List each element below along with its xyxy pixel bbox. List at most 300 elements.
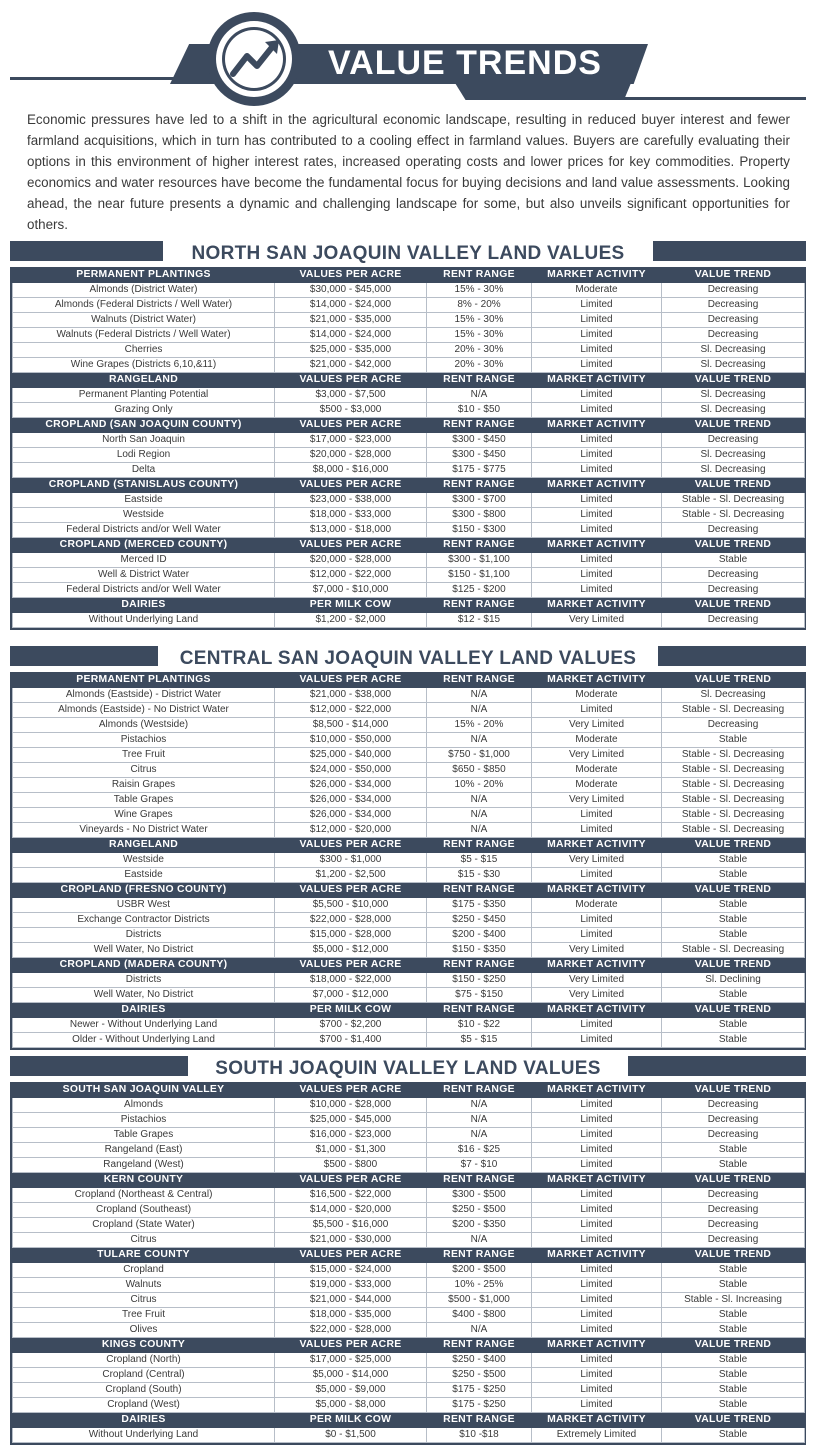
table-cell: $15,000 - $24,000	[275, 1263, 427, 1278]
table-cell: Limited	[532, 508, 662, 523]
column-header: VALUE TREND	[662, 838, 805, 853]
table-cell: Almonds (Eastside) - District Water	[13, 688, 275, 703]
table-cell: Stable - Sl. Decreasing	[662, 943, 805, 958]
table-group-header	[13, 268, 805, 283]
column-header: MARKET ACTIVITY	[532, 838, 662, 853]
table-cell: $5,500 - $10,000	[275, 898, 427, 913]
table-cell: Decreasing	[662, 283, 805, 298]
column-header: VALUES PER ACRE	[275, 1248, 427, 1263]
section-title: NORTH SAN JOAQUIN VALLEY LAND VALUES	[191, 243, 625, 264]
column-header: VALUES PER ACRE	[275, 538, 427, 553]
table-row	[13, 718, 805, 733]
table-cell: Moderate	[532, 898, 662, 913]
table-cell: Cropland (South)	[13, 1383, 275, 1398]
column-header: PERMANENT PLANTINGS	[13, 268, 275, 283]
table-cell: $300 - $800	[427, 508, 532, 523]
table-group-header	[13, 598, 805, 613]
table-cell: $650 - $850	[427, 763, 532, 778]
table-row	[13, 1368, 805, 1383]
table-cell: $175 - $350	[427, 898, 532, 913]
table-cell: Stable	[662, 1263, 805, 1278]
table-cell: $5,500 - $16,000	[275, 1218, 427, 1233]
table-cell: Decreasing	[662, 433, 805, 448]
table-row	[13, 793, 805, 808]
column-header: MARKET ACTIVITY	[532, 268, 662, 283]
table-cell: Limited	[532, 433, 662, 448]
table-row	[13, 448, 805, 463]
table-cell: $150 - $350	[427, 943, 532, 958]
table-cell: Sl. Decreasing	[662, 463, 805, 478]
table-cell: $300 - $1,000	[275, 853, 427, 868]
table-cell: $7,000 - $12,000	[275, 988, 427, 1003]
column-header: VALUES PER ACRE	[275, 1173, 427, 1188]
column-header: VALUE TREND	[662, 373, 805, 388]
table-row	[13, 973, 805, 988]
column-header: RENT RANGE	[427, 673, 532, 688]
table-cell: Cropland	[13, 1263, 275, 1278]
table-cell: Westside	[13, 853, 275, 868]
table-cell: $300 - $500	[427, 1188, 532, 1203]
table-cell: Tree Fruit	[13, 748, 275, 763]
table-cell: $500 - $1,000	[427, 1293, 532, 1308]
table-cell: Limited	[532, 913, 662, 928]
table-cell: Wine Grapes	[13, 808, 275, 823]
table-cell: Limited	[532, 448, 662, 463]
table-cell: Limited	[532, 1188, 662, 1203]
table-cell: $200 - $400	[427, 928, 532, 943]
table-cell: Stable	[662, 988, 805, 1003]
table-row	[13, 1383, 805, 1398]
table-cell: $5 - $15	[427, 1033, 532, 1048]
table-cell: $500 - $3,000	[275, 403, 427, 418]
table-cell: $175 - $775	[427, 463, 532, 478]
table-cell: $150 - $250	[427, 973, 532, 988]
table-cell: Sl. Decreasing	[662, 403, 805, 418]
table-cell: Well Water, No District	[13, 943, 275, 958]
table-cell: Sl. Decreasing	[662, 358, 805, 373]
table-cell: Limited	[532, 583, 662, 598]
column-header: VALUE TREND	[662, 1003, 805, 1018]
table-cell: Limited	[532, 343, 662, 358]
table-cell: Moderate	[532, 733, 662, 748]
column-header: RENT RANGE	[427, 838, 532, 853]
column-header: PER MILK COW	[275, 598, 427, 613]
table-cell: Sl. Decreasing	[662, 688, 805, 703]
table-group-header	[13, 673, 805, 688]
table-cell: Newer - Without Underlying Land	[13, 1018, 275, 1033]
table-cell: Limited	[532, 1143, 662, 1158]
table-cell: $250 - $500	[427, 1203, 532, 1218]
table-cell: $15,000 - $28,000	[275, 928, 427, 943]
table-cell: Very Limited	[532, 718, 662, 733]
table-cell: Limited	[532, 1233, 662, 1248]
table-cell: $14,000 - $20,000	[275, 1203, 427, 1218]
table-cell: Stable	[662, 1398, 805, 1413]
table-row	[13, 553, 805, 568]
table-cell: Eastside	[13, 868, 275, 883]
table-row	[13, 388, 805, 403]
column-header: MARKET ACTIVITY	[532, 538, 662, 553]
table-row	[13, 508, 805, 523]
table-cell: $24,000 - $50,000	[275, 763, 427, 778]
table-cell: Very Limited	[532, 973, 662, 988]
table-row	[13, 1308, 805, 1323]
table-cell: N/A	[427, 1098, 532, 1113]
table-cell: N/A	[427, 688, 532, 703]
table-row	[13, 988, 805, 1003]
table-row	[13, 463, 805, 478]
table-cell: $26,000 - $34,000	[275, 778, 427, 793]
table-cell: $10,000 - $28,000	[275, 1098, 427, 1113]
table-cell: Without Underlying Land	[13, 613, 275, 628]
table-row	[13, 1263, 805, 1278]
table-cell: Walnuts	[13, 1278, 275, 1293]
section-title: CENTRAL SAN JOAQUIN VALLEY LAND VALUES	[179, 648, 637, 669]
table-cell: Stable - Sl. Decreasing	[662, 508, 805, 523]
table-cell: Decreasing	[662, 1188, 805, 1203]
table-cell: Limited	[532, 1128, 662, 1143]
table-row	[13, 1143, 805, 1158]
table-cell: $10 - $50	[427, 403, 532, 418]
table-cell: Permanent Planting Potential	[13, 388, 275, 403]
table-group-header	[13, 373, 805, 388]
table-cell: Limited	[532, 1113, 662, 1128]
table-cell: $12,000 - $22,000	[275, 703, 427, 718]
table-cell: $5,000 - $8,000	[275, 1398, 427, 1413]
table-row	[13, 358, 805, 373]
table-cell: Vineyards - No District Water	[13, 823, 275, 838]
table-cell: Raisin Grapes	[13, 778, 275, 793]
table-cell: Stable	[662, 1383, 805, 1398]
table-cell: Limited	[532, 553, 662, 568]
table-cell: Limited	[532, 388, 662, 403]
table-cell: Table Grapes	[13, 793, 275, 808]
table-group-header	[13, 538, 805, 553]
table-row	[13, 328, 805, 343]
table-cell: Limited	[532, 1033, 662, 1048]
column-header: RENT RANGE	[427, 958, 532, 973]
table-cell: Stable	[662, 1278, 805, 1293]
section-title-bar	[10, 241, 806, 267]
column-header: VALUES PER ACRE	[275, 1083, 427, 1098]
table-cell: $75 - $150	[427, 988, 532, 1003]
table-row	[13, 1098, 805, 1113]
land-values-table-box	[10, 672, 806, 1050]
column-header: KERN COUNTY	[13, 1173, 275, 1188]
table-cell: Limited	[532, 1263, 662, 1278]
table-cell: Limited	[532, 1398, 662, 1413]
table-cell: Cropland (State Water)	[13, 1218, 275, 1233]
table-cell: Rangeland (West)	[13, 1158, 275, 1173]
column-header: VALUES PER ACRE	[275, 838, 427, 853]
column-header: RENT RANGE	[427, 373, 532, 388]
table-cell: N/A	[427, 793, 532, 808]
table-cell: North San Joaquin	[13, 433, 275, 448]
column-header: MARKET ACTIVITY	[532, 673, 662, 688]
table-cell: Walnuts (Federal Districts / Well Water)	[13, 328, 275, 343]
table-cell: $3,000 - $7,500	[275, 388, 427, 403]
table-cell: N/A	[427, 1113, 532, 1128]
table-cell: Stable - Sl. Increasing	[662, 1293, 805, 1308]
table-cell: Cropland (Central)	[13, 1368, 275, 1383]
column-header: VALUES PER ACRE	[275, 418, 427, 433]
table-cell: Limited	[532, 1368, 662, 1383]
table-cell: Very Limited	[532, 748, 662, 763]
page-title: VALUE TRENDS	[328, 44, 602, 82]
table-cell: Very Limited	[532, 988, 662, 1003]
table-cell: Decreasing	[662, 1128, 805, 1143]
table-row	[13, 748, 805, 763]
table-group-header	[13, 1338, 805, 1353]
table-row	[13, 583, 805, 598]
table-cell: $19,000 - $33,000	[275, 1278, 427, 1293]
table-cell: N/A	[427, 1323, 532, 1338]
column-header: VALUES PER ACRE	[275, 373, 427, 388]
section-3	[10, 1056, 806, 1445]
header-rule-right	[610, 97, 806, 100]
table-cell: $5,000 - $14,000	[275, 1368, 427, 1383]
table-cell: Very Limited	[532, 853, 662, 868]
table-row	[13, 403, 805, 418]
table-cell: Stable	[662, 553, 805, 568]
table-group-header	[13, 838, 805, 853]
table-cell: $23,000 - $38,000	[275, 493, 427, 508]
column-header: MARKET ACTIVITY	[532, 1413, 662, 1428]
table-cell: $20,000 - $28,000	[275, 448, 427, 463]
table-cell: Cropland (Southeast)	[13, 1203, 275, 1218]
table-row	[13, 1293, 805, 1308]
table-row	[13, 1428, 805, 1443]
table-cell: Stable	[662, 1323, 805, 1338]
column-header: CROPLAND (FRESNO COUNTY)	[13, 883, 275, 898]
table-row	[13, 733, 805, 748]
column-header: VALUE TREND	[662, 1248, 805, 1263]
table-cell: Federal Districts and/or Well Water	[13, 523, 275, 538]
table-cell: $400 - $800	[427, 1308, 532, 1323]
table-cell: Limited	[532, 568, 662, 583]
table-cell: Cropland (West)	[13, 1398, 275, 1413]
table-row	[13, 1203, 805, 1218]
table-row	[13, 808, 805, 823]
table-row	[13, 1278, 805, 1293]
table-cell: Without Underlying Land	[13, 1428, 275, 1443]
table-cell: N/A	[427, 388, 532, 403]
table-cell: Older - Without Underlying Land	[13, 1033, 275, 1048]
land-values-table-box	[10, 267, 806, 630]
table-cell: $10,000 - $50,000	[275, 733, 427, 748]
table-cell: $25,000 - $45,000	[275, 1113, 427, 1128]
column-header: MARKET ACTIVITY	[532, 1338, 662, 1353]
column-header: DAIRIES	[13, 1003, 275, 1018]
column-header: RENT RANGE	[427, 268, 532, 283]
table-cell: Citrus	[13, 1293, 275, 1308]
table-cell: Limited	[532, 1218, 662, 1233]
table-group-header	[13, 1003, 805, 1018]
table-cell: $7 - $10	[427, 1158, 532, 1173]
column-header: VALUE TREND	[662, 1413, 805, 1428]
table-cell: $26,000 - $34,000	[275, 808, 427, 823]
table-cell: Stable	[662, 1143, 805, 1158]
column-header: RENT RANGE	[427, 418, 532, 433]
table-cell: $10 - $22	[427, 1018, 532, 1033]
table-cell: $13,000 - $18,000	[275, 523, 427, 538]
table-cell: Decreasing	[662, 298, 805, 313]
table-cell: $750 - $1,000	[427, 748, 532, 763]
column-header: MARKET ACTIVITY	[532, 1248, 662, 1263]
column-header: MARKET ACTIVITY	[532, 598, 662, 613]
table-row	[13, 868, 805, 883]
table-row	[13, 493, 805, 508]
table-cell: $700 - $1,400	[275, 1033, 427, 1048]
table-cell: Extremely Limited	[532, 1428, 662, 1443]
table-row	[13, 1128, 805, 1143]
table-cell: Limited	[532, 928, 662, 943]
table-cell: $20,000 - $28,000	[275, 553, 427, 568]
table-cell: Decreasing	[662, 718, 805, 733]
table-cell: Decreasing	[662, 583, 805, 598]
table-cell: Limited	[532, 823, 662, 838]
table-cell: Stable	[662, 1428, 805, 1443]
table-cell: $175 - $250	[427, 1383, 532, 1398]
header-banner-tail	[455, 83, 631, 100]
table-row	[13, 1233, 805, 1248]
table-row	[13, 283, 805, 298]
table-cell: N/A	[427, 1128, 532, 1143]
land-values-table	[12, 672, 805, 1048]
table-cell: Table Grapes	[13, 1128, 275, 1143]
table-cell: $300 - $450	[427, 448, 532, 463]
table-cell: Decreasing	[662, 1233, 805, 1248]
table-cell: Very Limited	[532, 613, 662, 628]
table-cell: Moderate	[532, 778, 662, 793]
table-cell: Stable	[662, 913, 805, 928]
table-cell: 10% - 25%	[427, 1278, 532, 1293]
table-row	[13, 898, 805, 913]
column-header: RENT RANGE	[427, 1248, 532, 1263]
table-cell: $30,000 - $45,000	[275, 283, 427, 298]
table-row	[13, 688, 805, 703]
table-cell: $1,200 - $2,500	[275, 868, 427, 883]
table-cell: Limited	[532, 808, 662, 823]
table-row	[13, 433, 805, 448]
table-cell: Sl. Decreasing	[662, 448, 805, 463]
table-cell: $16,500 - $22,000	[275, 1188, 427, 1203]
table-cell: Moderate	[532, 283, 662, 298]
table-cell: Cropland (Northeast & Central)	[13, 1188, 275, 1203]
table-row	[13, 823, 805, 838]
table-cell: Decreasing	[662, 328, 805, 343]
table-cell: $21,000 - $42,000	[275, 358, 427, 373]
table-cell: Olives	[13, 1323, 275, 1338]
table-row	[13, 1113, 805, 1128]
table-cell: Wine Grapes (Districts 6,10,&11)	[13, 358, 275, 373]
column-header: RENT RANGE	[427, 538, 532, 553]
table-cell: Limited	[532, 1323, 662, 1338]
column-header: MARKET ACTIVITY	[532, 418, 662, 433]
table-cell: Districts	[13, 973, 275, 988]
table-cell: $8,500 - $14,000	[275, 718, 427, 733]
column-header: CROPLAND (MADERA COUNTY)	[13, 958, 275, 973]
page-header	[0, 0, 816, 108]
table-cell: $22,000 - $28,000	[275, 1323, 427, 1338]
table-cell: Decreasing	[662, 568, 805, 583]
table-row	[13, 313, 805, 328]
table-group-header	[13, 958, 805, 973]
column-header: SOUTH SAN JOAQUIN VALLEY	[13, 1083, 275, 1098]
table-cell: Citrus	[13, 763, 275, 778]
table-cell: 15% - 30%	[427, 283, 532, 298]
table-cell: Stable	[662, 1033, 805, 1048]
table-cell: Limited	[532, 298, 662, 313]
table-cell: $17,000 - $23,000	[275, 433, 427, 448]
column-header: RENT RANGE	[427, 598, 532, 613]
table-cell: $21,000 - $44,000	[275, 1293, 427, 1308]
table-cell: Cherries	[13, 343, 275, 358]
table-cell: $21,000 - $30,000	[275, 1233, 427, 1248]
column-header: VALUE TREND	[662, 673, 805, 688]
column-header: DAIRIES	[13, 598, 275, 613]
table-cell: Stable - Sl. Decreasing	[662, 823, 805, 838]
table-cell: Limited	[532, 403, 662, 418]
table-cell: $25,000 - $40,000	[275, 748, 427, 763]
table-cell: Very Limited	[532, 943, 662, 958]
table-cell: Walnuts (District Water)	[13, 313, 275, 328]
column-header: VALUE TREND	[662, 1338, 805, 1353]
table-cell: Cropland (North)	[13, 1353, 275, 1368]
table-cell: Pistachios	[13, 733, 275, 748]
table-row	[13, 1353, 805, 1368]
table-cell: Decreasing	[662, 523, 805, 538]
table-cell: Delta	[13, 463, 275, 478]
table-cell: 15% - 20%	[427, 718, 532, 733]
table-cell: 10% - 20%	[427, 778, 532, 793]
table-cell: Stable - Sl. Decreasing	[662, 808, 805, 823]
column-header: VALUE TREND	[662, 883, 805, 898]
table-cell: Decreasing	[662, 1098, 805, 1113]
table-cell: Almonds (Federal Districts / Well Water)	[13, 298, 275, 313]
table-group-header	[13, 418, 805, 433]
table-row	[13, 1398, 805, 1413]
table-cell: Grazing Only	[13, 403, 275, 418]
table-cell: N/A	[427, 733, 532, 748]
table-row	[13, 298, 805, 313]
table-cell: Limited	[532, 493, 662, 508]
table-cell: $125 - $200	[427, 583, 532, 598]
table-cell: $300 - $450	[427, 433, 532, 448]
table-cell: 8% - 20%	[427, 298, 532, 313]
table-cell: Stable	[662, 1018, 805, 1033]
column-header: DAIRIES	[13, 1413, 275, 1428]
table-cell: $300 - $700	[427, 493, 532, 508]
table-cell: Almonds	[13, 1098, 275, 1113]
table-cell: Stable	[662, 853, 805, 868]
table-cell: Limited	[532, 1293, 662, 1308]
table-cell: $21,000 - $38,000	[275, 688, 427, 703]
table-cell: $17,000 - $25,000	[275, 1353, 427, 1368]
table-group-header	[13, 1083, 805, 1098]
table-cell: Moderate	[532, 688, 662, 703]
table-cell: Decreasing	[662, 1113, 805, 1128]
table-row	[13, 1188, 805, 1203]
table-row	[13, 568, 805, 583]
table-cell: Decreasing	[662, 1203, 805, 1218]
table-cell: Well Water, No District	[13, 988, 275, 1003]
column-header: RENT RANGE	[427, 1173, 532, 1188]
column-header: VALUE TREND	[662, 268, 805, 283]
table-cell: Limited	[532, 868, 662, 883]
table-cell: Tree Fruit	[13, 1308, 275, 1323]
table-cell: Limited	[532, 1383, 662, 1398]
